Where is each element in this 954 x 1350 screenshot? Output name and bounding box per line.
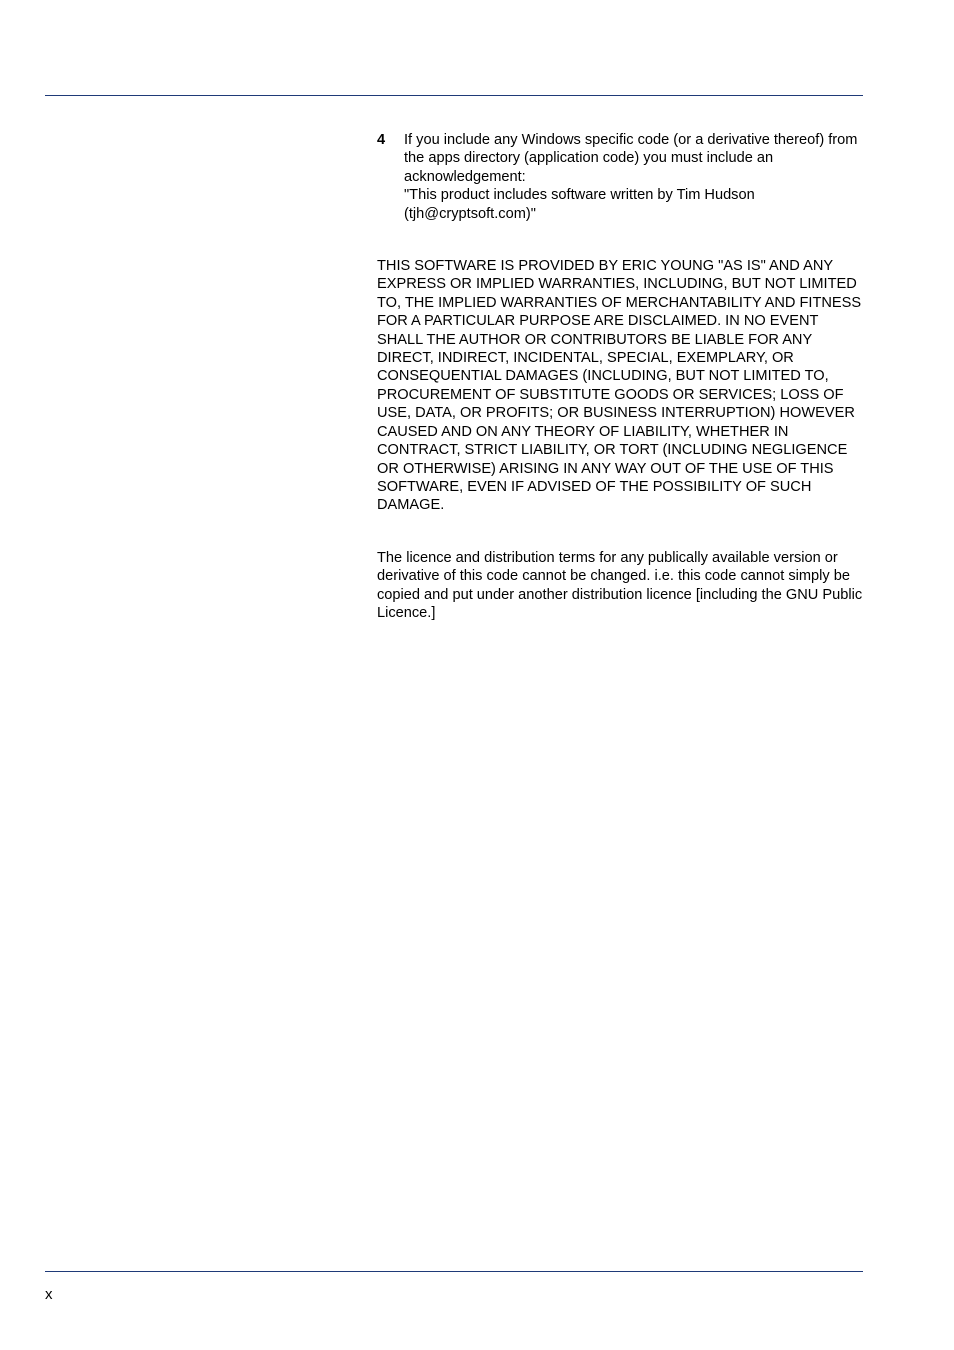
list-item-body [404,131,863,223]
acknowledgement-quote: "This product includes software written by Tim Hudson (tjh@cryptsoft.com)" [404,187,755,222]
warranty-disclaimer: THIS SOFTWARE IS PROVIDED BY ERIC YOUNG "AS IS" AND ANY EXPRESS OR IMPLIED WARRANTIES, INCLUDING, BUT NOT LIMITED TO, THE IMPLIED WARRANTIES OF MERCHANTABILITY AND FITNESS FOR A PARTICULAR PURPOSE ARE DISCLAIMED. IN NO EVENT SHALL THE AUTHOR OR CONTRIBUTORS BE LIABLE FOR ANY DIRECT, INDIRECT, INCIDENTAL, SPECIAL, EXEMPLARY, OR CONSEQUENTIAL DAMAGES (INCLUDING, BUT NOT LIMITED TO, PROCUREMENT OF SUBSTITUTE GOODS OR SERVICES; LOSS OF USE, DATA, OR PROFITS; OR BUSINESS INTERRUPTION) HOWEVER CAUSED AND ON ANY THEORY OF LIABILITY, WHETHER IN CONTRACT, STRICT LIABILITY, OR TORT (INCLUDING NEGLIGENCE OR OTHERWISE) ARISING IN ANY WAY OUT OF THE USE OF THIS SOFTWARE, EVEN IF ADVISED OF THE POSSIBILITY OF SUCH DAMAGE. [377,258,862,514]
licence-terms: The licence and distribution terms for any publically available version or derivative of this code cannot be changed. i.e. this code cannot simply be copied and put under another distribution licence [including the GNU Public Licence.] [377,549,863,621]
list-item-text: If you include any Windows specific code (or a derivative thereof) from the apps directory (application code) you must include an acknowledgement: [404,132,858,185]
list-item-4 [377,131,863,223]
header-rule [45,95,863,96]
page-number: x [45,1286,53,1303]
footer-rule [45,1271,863,1272]
list-item-number: 4 [377,132,386,148]
document-body [377,131,863,622]
